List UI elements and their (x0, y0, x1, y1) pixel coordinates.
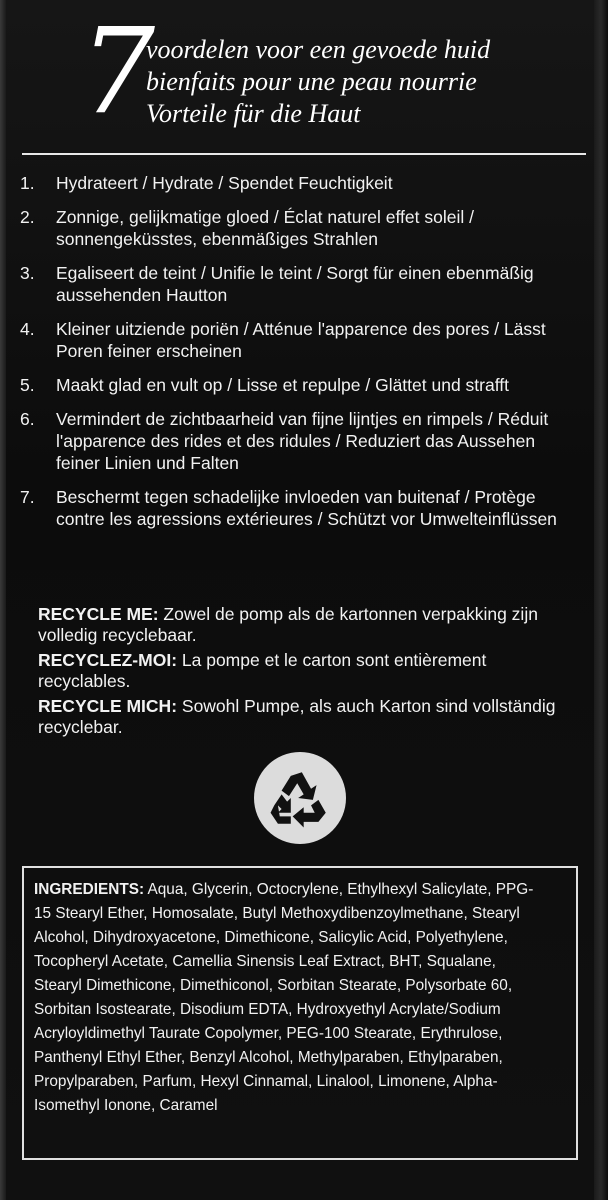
recycle-fr (38, 650, 578, 692)
benefit-item (20, 486, 580, 530)
benefit-text: Vermindert de zichtbaarheid van fijne lijntjes en rimpels / Réduit l'apparence des rides et des ridules / Reduziert das Aussehen feiner Linien und Falten (56, 409, 549, 473)
benefit-number: 7. (20, 487, 35, 507)
benefit-item (20, 374, 580, 396)
header-divider (22, 153, 586, 155)
recycle-text-fr: La pompe et le carton sont entièrement recyclables. (38, 650, 487, 691)
recycle-de (38, 696, 578, 738)
benefits-header (80, 2, 580, 142)
benefit-item (20, 206, 580, 250)
benefit-text: Beschermt tegen schadelijke invloeden van buitenaf / Protège contre les agressions extérieures / Schützt vor Umwelteinflüssen (56, 487, 557, 529)
tagline-fr: bienfaits pour une peau nourrie (146, 67, 477, 96)
recycle-text-de: Sowohl Pumpe, als auch Karton sind vollständig recyclebar. (38, 696, 556, 737)
recycle-label-de: RECYCLE MICH: (38, 696, 178, 716)
recycle-arrows-graphic (254, 752, 346, 844)
ingredients-text: Aqua, Glycerin, Octocrylene, Ethylhexyl Salicylate, PPG-15 Stearyl Ether, Homosalate, Butyl Methoxydibenzoylmethane, Stearyl Alcohol, Dihydroxyacetone, Dimethicone, Salicylic Acid, Polyethylene, Tocopheryl Acetate, Camellia Sinensis Leaf Extract, BHT, Squalane, Stearyl Dimethicone, Dimethiconol, Sorbitan Stearate, Polysorbate 60, Sorbitan Isostearate, Disodium EDTA, Hydroxyethyl Acrylate/Sodium Acryloyldimethyl Taurate Copolymer, PEG-100 Stearate, Erythrulose, Panthenyl Ethyl Ether, Benzyl Alcohol, Methylparaben, Ethylparaben, Propylparaben, Parfum, Hexyl Cinnamal, Linalool, Limonene, Alpha-Isomethyl Ionone, Caramel (34, 881, 534, 1114)
benefit-item (20, 172, 580, 194)
recycle-label-nl: RECYCLE ME: (38, 604, 159, 624)
header-taglines (146, 34, 490, 130)
recycle-text-nl: Zowel de pomp als de kartonnen verpakking zijn volledig recyclebaar. (38, 604, 538, 645)
benefits-list (20, 172, 580, 542)
benefits-count: 7 (80, 2, 156, 140)
recycle-label-fr: RECYCLEZ-MOI: (38, 650, 178, 670)
ingredients-label: INGREDIENTS: (34, 881, 145, 898)
recycle-icon (254, 752, 346, 844)
package-edge-right (594, 0, 608, 1200)
benefit-number: 6. (20, 409, 35, 429)
tagline-de: Vorteile für die Haut (146, 99, 361, 128)
benefit-text: Hydrateert / Hydrate / Spendet Feuchtigkeit (56, 173, 393, 193)
recycle-nl (38, 604, 578, 646)
ingredients-list (34, 878, 543, 1118)
benefit-number: 4. (20, 319, 35, 339)
ingredients-panel (22, 866, 578, 1160)
benefit-item (20, 408, 580, 474)
benefit-text: Zonnige, gelijkmatige gloed / Éclat naturel effet soleil / sonnengeküsstes, ebenmäßiges Strahlen (56, 207, 474, 249)
benefit-text: Kleiner uitziende poriën / Atténue l'apparence des pores / Lässt Poren feiner erscheinen (56, 319, 546, 361)
benefit-number: 2. (20, 207, 35, 227)
recycle-info (38, 604, 578, 742)
benefit-item (20, 262, 580, 306)
package-edge-left (0, 0, 6, 1200)
benefit-item (20, 318, 580, 362)
benefit-number: 1. (20, 173, 35, 193)
tagline-nl: voordelen voor een gevoede huid (146, 35, 491, 64)
benefit-number: 3. (20, 263, 35, 283)
benefit-text: Maakt glad en vult op / Lisse et repulpe / Glättet und strafft (56, 375, 509, 395)
benefit-text: Egaliseert de teint / Unifie le teint / Sorgt für einen ebenmäßig aussehenden Hautton (56, 263, 534, 305)
benefit-number: 5. (20, 375, 35, 395)
